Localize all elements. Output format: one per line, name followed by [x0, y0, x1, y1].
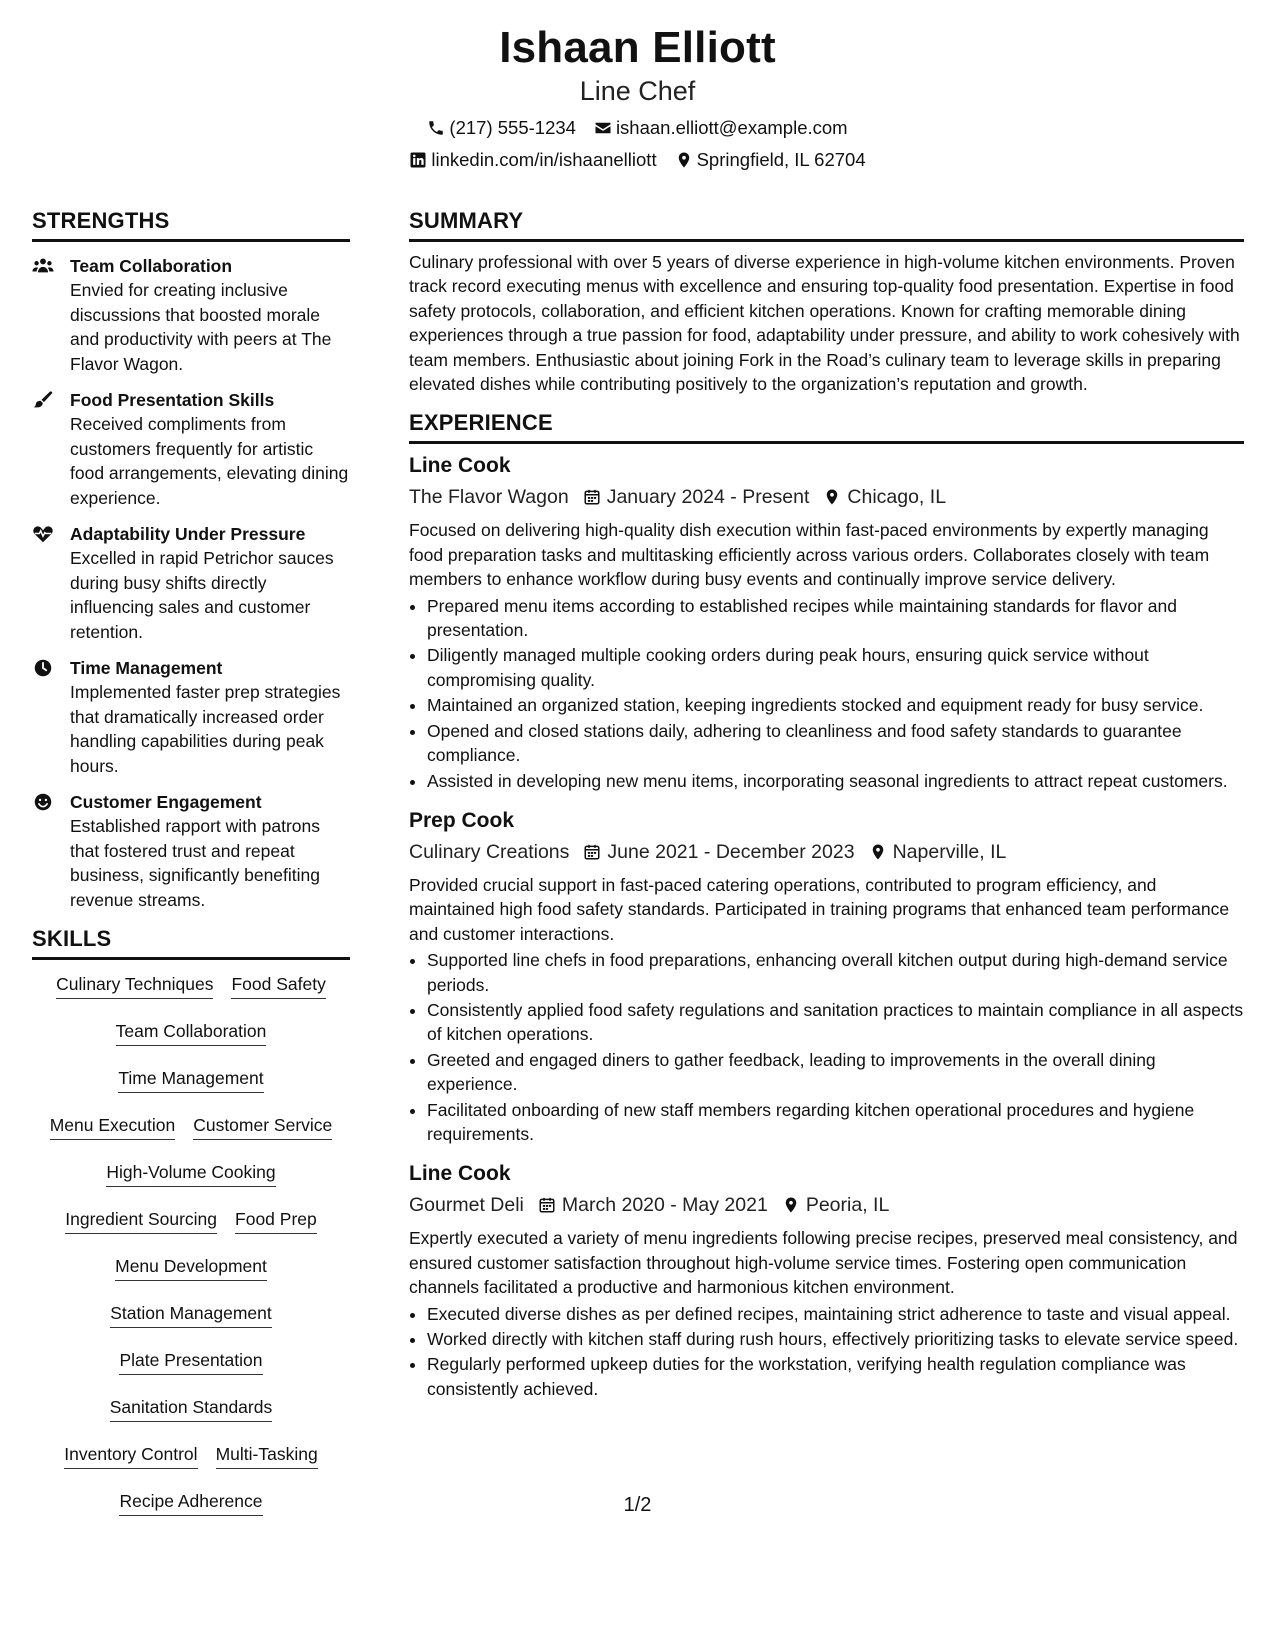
- skill-tag: Station Management: [110, 1301, 272, 1328]
- job-description: Focused on delivering high-quality dish execution within fast-paced environments by expertly managing food preparation tasks and multitasking efficiently across various orders. Collaborates closely with team members to enhance workflow during busy events and continually improve service delivery.: [409, 520, 1210, 590]
- strength-title: Food Presentation Skills: [70, 390, 275, 410]
- strength-item: [32, 388, 350, 510]
- contact-email[interactable]: [594, 116, 848, 140]
- skill-tag: High-Volume Cooking: [106, 1160, 275, 1187]
- job-description: Expertly executed a variety of menu ingredients following precise recipes, preserved meal consistency, and ensured customer satisfaction throughout high-volume service times. Fostering open communication channels facilitated a productive and harmonious kitchen environment.: [409, 1228, 1238, 1298]
- skill-tag: Customer Service: [193, 1113, 332, 1140]
- skill-row: [32, 1019, 350, 1046]
- job-location: Chicago, IL: [847, 486, 947, 509]
- skill-row: [32, 1066, 350, 1093]
- bullet-item: • Opened and closed stations daily, adhering to cleanliness and food safety standards to guarantee compliance.: [427, 719, 1244, 768]
- skill-tag: Culinary Techniques: [56, 972, 213, 999]
- candidate-role: Line Chef: [579, 76, 696, 106]
- job-company: The Flavor Wagon: [409, 486, 569, 509]
- strength-title: Customer Engagement: [70, 792, 262, 812]
- job-title: Line Cook: [409, 1162, 511, 1186]
- bullet-item: • Supported line chefs in food preparations, enhancing overall kitchen output during high-demand service periods.: [427, 948, 1244, 997]
- location-text: Springfield, IL 62704: [696, 149, 866, 170]
- bullet-item: • Maintained an organized station, keeping ingredients stocked and equipment ready for busy service.: [427, 693, 1244, 717]
- bullet-item: • Facilitated onboarding of new staff members regarding kitchen operational procedures and hygiene requirements.: [427, 1098, 1244, 1147]
- summary-text: Culinary professional with over 5 years of diverse experience in high-volume kitchen environments. Proven track record executing menus with excellence and ensuring top-quality food presentation. Expertise in food safety protocols, collaboration, and efficient kitchen operations. Known for crafting memorable dining experiences through a true passion for food, adaptability under pressure, and ability to work cohesively with team members. Enthusiastic about joining Fork in the Road’s culinary team to leverage skills in preparing elevated dishes while contributing positively to the organization’s reputation and growth.: [409, 252, 1240, 395]
- skill-row: [32, 1207, 350, 1234]
- strength-title: Adaptability Under Pressure: [70, 524, 306, 544]
- skill-tag: Food Prep: [235, 1207, 317, 1234]
- map-pin-icon: [675, 151, 693, 169]
- bullet-item: • Executed diverse dishes as per defined recipes, maintaining strict adherence to taste and visual appeal.: [427, 1302, 1244, 1326]
- calendar-icon: [583, 843, 601, 861]
- skill-tag: Multi-Tasking: [216, 1442, 318, 1469]
- skill-tag: Plate Presentation: [119, 1348, 262, 1375]
- job-entry: [409, 807, 1244, 1146]
- map-pin-icon: [782, 1196, 800, 1214]
- skill-row: [32, 972, 350, 999]
- skill-row: [32, 1348, 350, 1375]
- skill-tag: Menu Development: [115, 1254, 267, 1281]
- skills-list: [32, 972, 350, 1516]
- job-entry: [409, 1160, 1244, 1401]
- skill-tag: Ingredient Sourcing: [65, 1207, 217, 1234]
- strength-item: [32, 254, 350, 376]
- job-title: Line Cook: [409, 454, 511, 478]
- calendar-icon: [583, 488, 601, 506]
- phone-text: (217) 555-1234: [449, 117, 576, 138]
- skill-row: [32, 1395, 350, 1422]
- contact-row-2: [0, 148, 1275, 172]
- bullet-item: • Diligently managed multiple cooking orders during peak hours, ensuring quick service without compromising quality.: [427, 643, 1244, 692]
- skill-row: [32, 1301, 350, 1328]
- skill-row: [32, 1113, 350, 1140]
- skill-row: [32, 1254, 350, 1281]
- users-icon: [32, 256, 54, 276]
- job-bullets: [409, 594, 1244, 793]
- job-dates: January 2024 - Present: [606, 486, 810, 509]
- skills-title: SKILLS: [32, 926, 350, 960]
- strength-item: [32, 790, 350, 912]
- job-title: Prep Cook: [409, 808, 515, 832]
- linkedin-icon: [409, 151, 427, 169]
- phone-icon: [427, 119, 445, 137]
- skill-tag: Sanitation Standards: [110, 1395, 272, 1422]
- page-number: 1/2: [623, 1494, 652, 1516]
- strength-item: [32, 656, 350, 778]
- job-location: Peoria, IL: [805, 1194, 890, 1217]
- contact-phone[interactable]: [427, 116, 576, 140]
- skill-tag: Menu Execution: [50, 1113, 176, 1140]
- strength-desc: Established rapport with patrons that fostered trust and repeat business, significantly benefiting revenue streams.: [70, 816, 321, 910]
- contact-row-1: [0, 116, 1275, 140]
- strength-title: Team Collaboration: [70, 256, 233, 276]
- job-description: Provided crucial support in fast-paced catering operations, contributed to program efficiency, and maintained high food safety standards. Participated in training programs that enhanced team performance and customer interactions.: [409, 874, 1230, 944]
- smile-icon: [32, 792, 54, 812]
- experience-title: EXPERIENCE: [409, 410, 1244, 444]
- job-dates: March 2020 - May 2021: [561, 1194, 768, 1217]
- map-pin-icon: [869, 843, 887, 861]
- bullet-item: • Worked directly with kitchen staff during rush hours, effectively prioritizing tasks to elevate service speed.: [427, 1327, 1244, 1351]
- clock-icon: [32, 658, 54, 678]
- brush-icon: [32, 390, 54, 410]
- bullet-item: • Assisted in developing new menu items, incorporating seasonal ingredients to attract repeat customers.: [427, 769, 1244, 793]
- skill-tag: Team Collaboration: [116, 1019, 267, 1046]
- left-column: [32, 208, 350, 1536]
- job-company: Culinary Creations: [409, 840, 570, 863]
- right-column: [409, 208, 1244, 1402]
- job-entry: [409, 452, 1244, 792]
- candidate-name: Ishaan Elliott: [499, 23, 776, 72]
- strength-desc: Excelled in rapid Petrichor sauces during busy shifts directly influencing sales and customer retention.: [70, 548, 334, 642]
- skill-tag: Time Management: [118, 1066, 263, 1093]
- job-meta: [409, 1190, 1244, 1220]
- job-meta: [409, 837, 1244, 867]
- strength-title: Time Management: [70, 658, 223, 678]
- job-company: Gourmet Deli: [409, 1194, 524, 1217]
- contact-linkedin[interactable]: [409, 148, 656, 172]
- strength-item: [32, 522, 350, 644]
- strength-desc: Implemented faster prep strategies that dramatically increased order handling capabilities during peak hours.: [70, 682, 341, 776]
- skill-tag: Recipe Adherence: [119, 1489, 262, 1516]
- strengths-title: STRENGTHS: [32, 208, 350, 242]
- skill-tag: Food Safety: [231, 972, 325, 999]
- bullet-item: • Regularly performed upkeep duties for the workstation, verifying health regulation compliance was consistently achieved.: [427, 1352, 1244, 1401]
- bullet-item: • Consistently applied food safety regulations and sanitation practices to maintain compliance in all aspects of kitchen operations.: [427, 998, 1244, 1047]
- email-text: ishaan.elliott@example.com: [615, 117, 848, 138]
- job-dates: June 2021 - December 2023: [607, 840, 855, 863]
- strengths-list: [32, 254, 350, 912]
- map-pin-icon: [823, 488, 841, 506]
- bullet-item: • Greeted and engaged diners to gather feedback, leading to improvements in the overall dining experience.: [427, 1048, 1244, 1097]
- skill-row: [32, 1442, 350, 1469]
- calendar-icon: [538, 1196, 556, 1214]
- job-meta: [409, 482, 1244, 512]
- bullet-item: • Prepared menu items according to established recipes while maintaining standards for flavor and presentation.: [427, 594, 1244, 643]
- strength-desc: Received compliments from customers frequently for artistic food arrangements, elevating dining experience.: [70, 414, 349, 508]
- job-bullets: [409, 1302, 1244, 1402]
- resume-header: [0, 22, 1275, 180]
- job-location: Naperville, IL: [892, 840, 1007, 863]
- skill-row: [32, 1160, 350, 1187]
- skill-tag: Inventory Control: [64, 1442, 197, 1469]
- heart-pulse-icon: [32, 524, 54, 544]
- strength-desc: Envied for creating inclusive discussions that boosted morale and productivity with peers at The Flavor Wagon.: [70, 280, 332, 374]
- linkedin-text: linkedin.com/in/ishaanelliott: [431, 149, 657, 170]
- contact-location: [675, 148, 866, 172]
- envelope-icon: [594, 119, 612, 137]
- job-bullets: [409, 948, 1244, 1146]
- summary-title: SUMMARY: [409, 208, 1244, 242]
